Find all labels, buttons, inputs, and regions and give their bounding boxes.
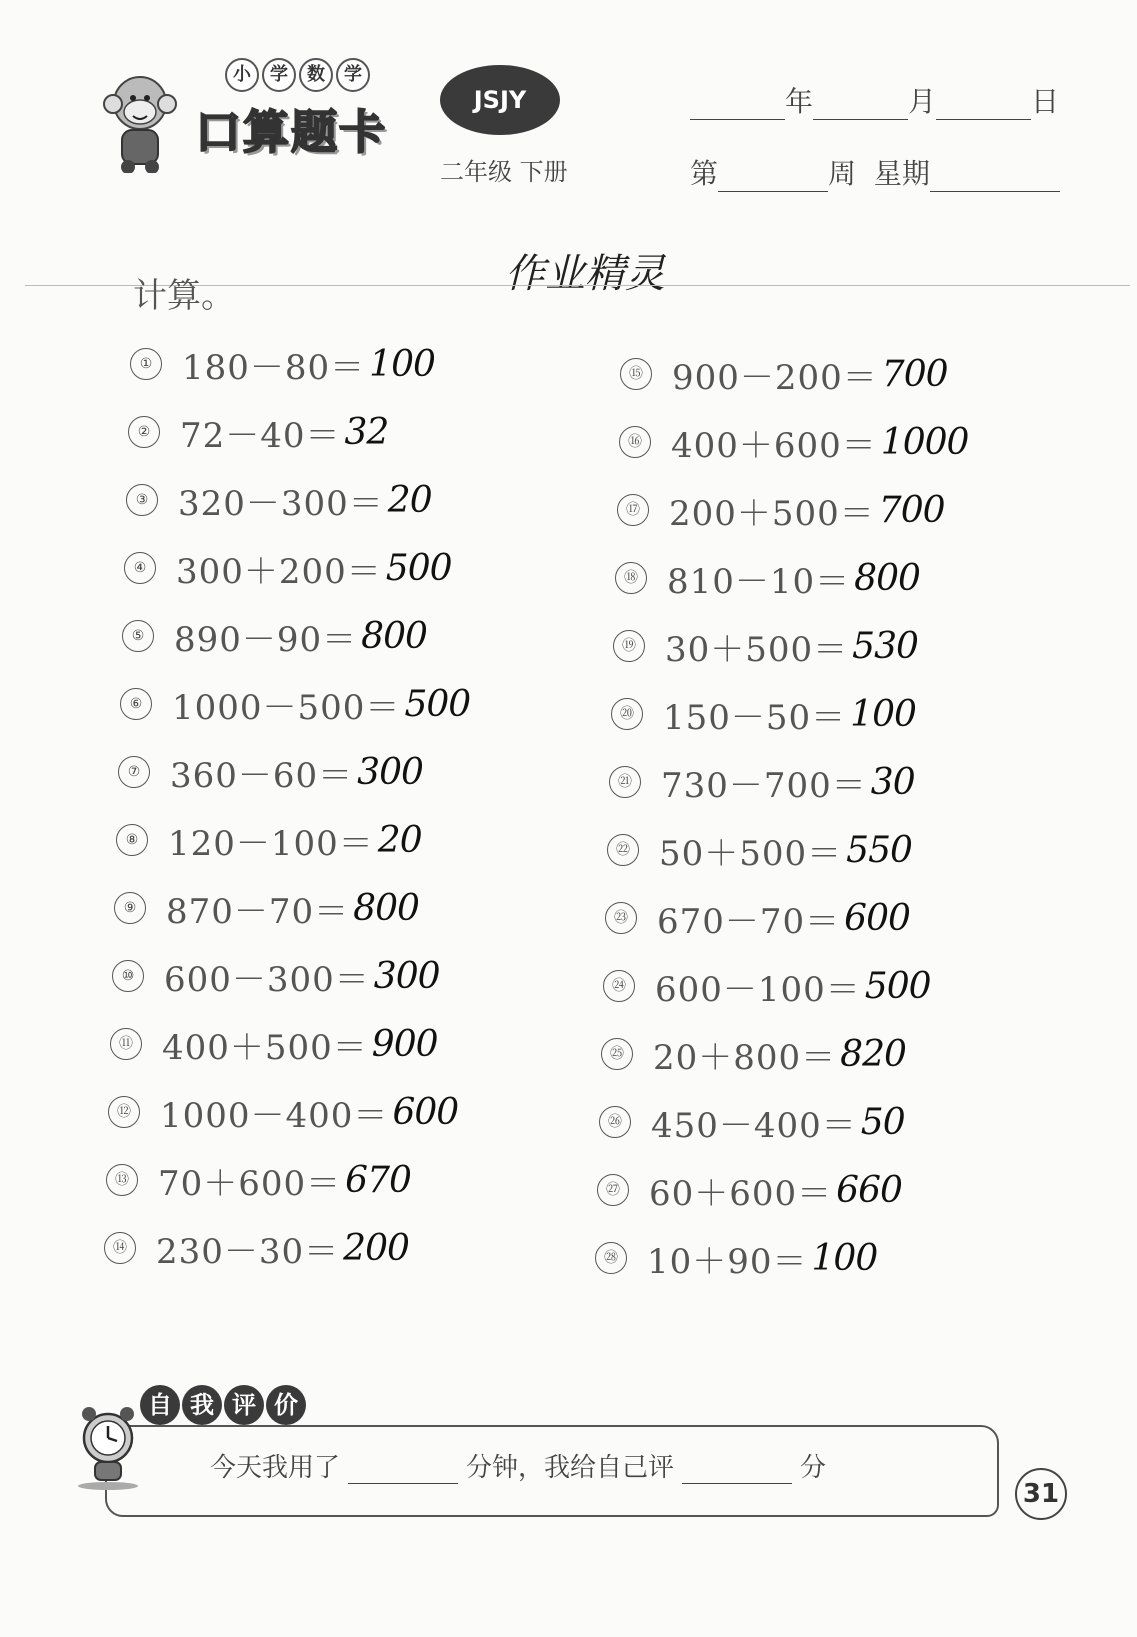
handwritten-answer: 530	[852, 625, 918, 667]
page-number: 31	[1015, 1468, 1067, 1520]
problem-item: ⑬ 70＋600＝ 670	[106, 1156, 411, 1204]
handwritten-answer: 20	[377, 819, 422, 861]
handwritten-answer: 100	[811, 1237, 878, 1279]
problem-item: ㉒ 50＋500＝ 550	[607, 826, 912, 874]
problem-item: ⑭ 230－30＝ 200	[104, 1224, 409, 1272]
problem-item: ㉑ 730－700＝ 30	[609, 758, 915, 806]
handwritten-answer: 200	[343, 1227, 409, 1269]
self-evaluation-text: 今天我用了 分钟，我给自己评 分	[210, 1453, 827, 1483]
handwritten-answer: 700	[878, 489, 945, 531]
handwritten-answer: 600	[392, 1091, 459, 1133]
problem-item: ② 72－40＝ 32	[128, 408, 388, 456]
problem-item: ⑧ 120－100＝ 20	[116, 816, 422, 864]
problem-item: ③ 320－300＝ 20	[126, 476, 432, 524]
minutes-blank	[348, 1457, 458, 1484]
problem-item: ㉕ 20＋800＝ 820	[601, 1030, 906, 1078]
handwritten-answer: 660	[836, 1169, 902, 1211]
section-title: 计算。	[133, 276, 235, 316]
handwritten-answer: 50	[860, 1101, 905, 1143]
book-logo	[95, 58, 415, 178]
problem-item: ⑲ 30＋500＝ 530	[613, 622, 918, 670]
problem-item: ㉓ 670－70＝ 600	[605, 894, 910, 942]
handwritten-answer: 300	[357, 751, 423, 793]
problem-item: ㉘ 10＋90＝ 100	[595, 1234, 877, 1282]
handwritten-answer: 600	[844, 897, 910, 939]
handwritten-answer: 900	[371, 1023, 438, 1065]
score-blank	[682, 1457, 792, 1484]
handwritten-answer: 670	[345, 1159, 411, 1201]
problem-item: ㉗ 60＋600＝ 660	[597, 1166, 902, 1214]
handwritten-answer: 800	[854, 557, 920, 599]
book-title: 口算题卡	[195, 105, 387, 159]
handwritten-answer: 20	[387, 479, 432, 521]
grade-label: 二年级 下册	[440, 158, 568, 186]
handwritten-answer: 800	[361, 615, 427, 657]
handwritten-answer: 100	[369, 343, 435, 385]
handwritten-answer: 550	[846, 829, 912, 871]
weekday-blank	[930, 163, 1060, 192]
problem-item: ㉔ 600－100＝ 500	[603, 962, 931, 1010]
handwritten-answer: 1000	[880, 421, 969, 463]
week-row: 第 周 星期	[690, 152, 1060, 192]
problem-item: ⑥ 1000－500＝ 500	[120, 680, 470, 728]
handwritten-answer: 30	[870, 761, 915, 803]
problem-item: ⑯ 400＋600＝ 1000	[619, 418, 968, 466]
handwritten-answer: 700	[881, 353, 948, 395]
self-evaluation-badge: 自 我 评 价	[140, 1385, 306, 1425]
monkey-mascot-icon	[95, 68, 185, 173]
problem-item: ⑫ 1000－400＝ 600	[108, 1088, 458, 1136]
handwritten-answer: 500	[864, 965, 931, 1007]
problem-item: ⑦ 360－60＝ 300	[118, 748, 423, 796]
handwritten-answer: 820	[840, 1033, 906, 1075]
handwritten-answer: 800	[353, 887, 419, 929]
week-blank	[718, 163, 828, 192]
alarm-clock-mascot-icon	[73, 1400, 143, 1490]
date-row: 年 月 日	[690, 80, 1059, 120]
problem-item: ⑱ 810－10＝ 800	[615, 554, 920, 602]
handwritten-answer: 300	[373, 955, 440, 997]
handwritten-stamp: 作业精灵	[505, 251, 665, 297]
handwritten-answer: 500	[404, 683, 471, 725]
problem-item: ⑨ 870－70＝ 800	[114, 884, 419, 932]
problem-item: ⑩ 600－300＝ 300	[112, 952, 440, 1000]
handwritten-answer: 500	[385, 547, 452, 589]
month-blank	[813, 91, 908, 120]
problem-item: ① 180－80＝ 100	[130, 340, 435, 388]
handwritten-answer: 100	[850, 693, 916, 735]
handwritten-answer: 32	[344, 411, 389, 453]
problem-item: ④ 300＋200＝ 500	[124, 544, 452, 592]
small-title: 小 学 数 学	[225, 58, 370, 92]
problem-item: ⑰ 200＋500＝ 700	[617, 486, 945, 534]
publisher-badge: JSJY	[440, 65, 560, 135]
problem-item: ⑮ 900－200＝ 700	[620, 350, 948, 398]
problem-item: ㉖ 450－400＝ 50	[599, 1098, 905, 1146]
problem-item: ⑳ 150－50＝ 100	[611, 690, 916, 738]
year-blank	[690, 91, 785, 120]
problem-item: ⑤ 890－90＝ 800	[122, 612, 427, 660]
day-blank	[936, 91, 1031, 120]
problem-item: ⑪ 400＋500＝ 900	[110, 1020, 438, 1068]
